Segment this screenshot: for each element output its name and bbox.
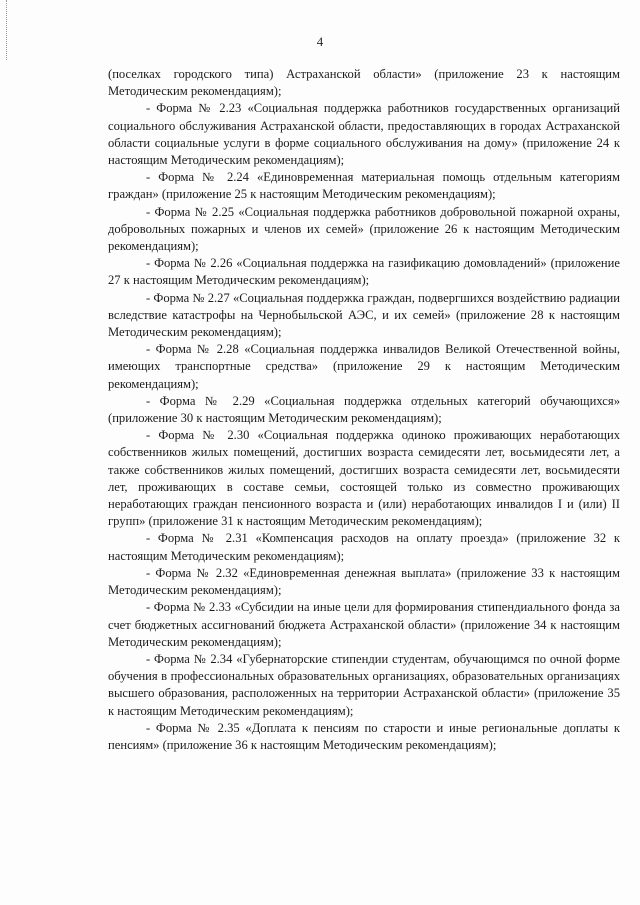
list-item-form-2-33: - Форма № 2.33 «Субсидии на иные цели для формирования стипендиального фонда за счет бюджетных ассигнований бюджета Астраханской области» (приложение 34 к настоящим Методическим рекомендациям); xyxy=(108,600,620,649)
paragraph-continuation: (поселках городского типа) Астраханской области» (приложение 23 к настоящим Методическим рекомендациям); xyxy=(108,67,620,99)
list-item-form-2-28: - Форма № 2.28 «Социальная поддержка инвалидов Великой Отечественной войны, имеющих транспортные средства» (приложение 29 к настоящим Методическим рекомендациям); xyxy=(108,342,620,391)
page-number: 4 xyxy=(316,34,324,49)
list-item-form-2-23: - Форма № 2.23 «Социальная поддержка работников государственных организаций социального обслуживания Астраханской области, предоставляющих в городах Астраханской области социальные услуги в форме социального обслуживания на дому» (приложение 24 к настоящим Методическим рекомендациям); xyxy=(108,101,620,168)
list-item-form-2-24: - Форма № 2.24 «Единовременная материальная помощь отдельным категориям граждан» (приложение 25 к настоящим Методическим рекомендациям); xyxy=(108,170,620,202)
list-item-form-2-32: - Форма № 2.32 «Единовременная денежная выплата» (приложение 33 к настоящим Методическим рекомендациям); xyxy=(108,565,620,598)
list-item-form-2-26: - Форма № 2.26 «Социальная поддержка на газификацию домовладений» (приложение 27 к настоящим Методическим рекомендациям); xyxy=(108,256,620,288)
list-item-form-2-35: - Форма № 2.35 «Доплата к пенсиям по старости и иные региональные доплаты к пенсиям» (приложение 36 к настоящим Методическим рекомендациям); xyxy=(108,720,620,752)
list-item-form-2-30: - Форма № 2.30 «Социальная поддержка одиноко проживающих неработающих собственников жилых помещений, достигших возраста семидесяти лет, восьмидесяти лет, а также собственников жилых помещений, достигших возраста семидесяти лет, восьмидесяти лет, проживающих в составе семьи, состоящей только из совместно проживающих неработающих граждан пенсионного возраста и (или) неработающих инвалидов I и (или) II групп» (приложение 31 к настоящим Методическим рекомендациям); xyxy=(108,428,620,529)
margin-rule xyxy=(6,0,8,60)
list-item-form-2-27: - Форма № 2.27 «Социальная поддержка граждан, подвергшихся воздействию радиации вследствие катастрофы на Чернобыльской АЭС, и их семей» (приложение 28 к настоящим Методическим рекомендациям); xyxy=(108,290,620,340)
list-item-form-2-34: - Форма № 2.34 «Губернаторские стипендии студентам, обучающимся по очной форме обучения в профессиональных образовательных организациях, образовательных организациях высшего образования, расположенных на территории Астраханской области» (приложение 35 к настоящим Методическим рекомендациям); xyxy=(108,651,620,718)
body-text xyxy=(108,66,620,754)
list-item-form-2-29: - Форма № 2.29 «Социальная поддержка отдельных категорий обучающихся» (приложение 30 к настоящим Методическим рекомендациям); xyxy=(108,393,620,426)
list-item-form-2-31: - Форма № 2.31 «Компенсация расходов на оплату проезда» (приложение 32 к настоящим Методическим рекомендациям); xyxy=(108,531,620,563)
list-item-form-2-25: - Форма № 2.25 «Социальная поддержка работников добровольной пожарной охраны, добровольных пожарных и членов их семей» (приложение 26 к настоящим Методическим рекомендациям); xyxy=(108,204,620,254)
